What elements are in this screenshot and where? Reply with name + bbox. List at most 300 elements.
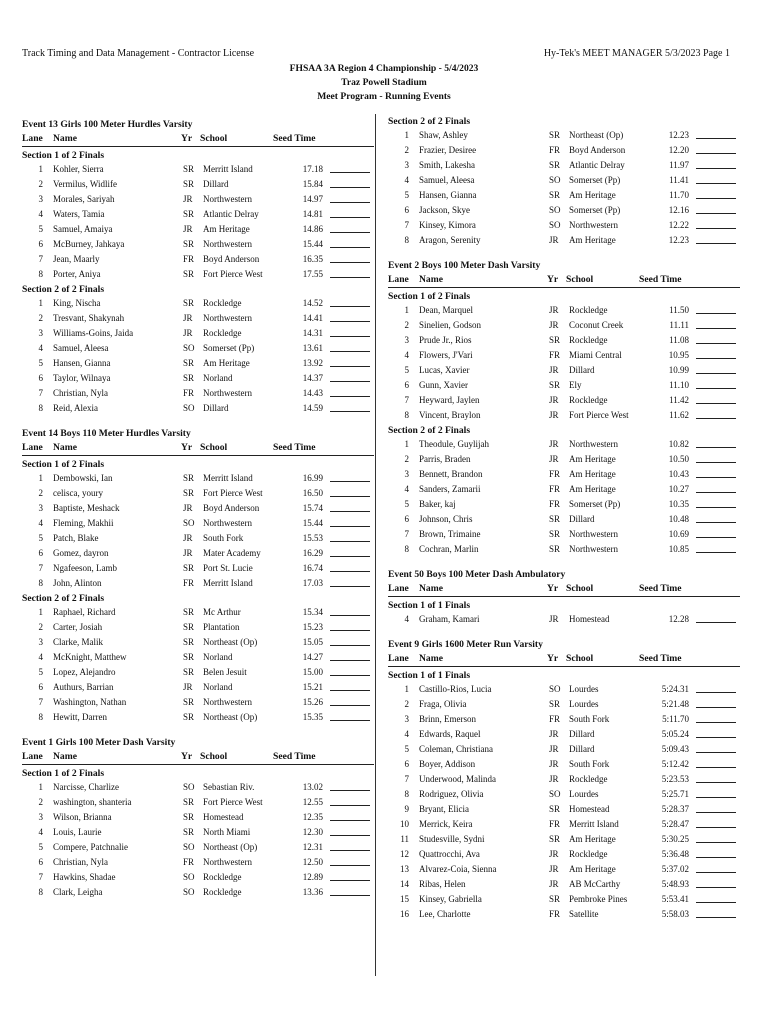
athlete-name: Louis, Laurie xyxy=(53,827,102,837)
lane-number: 16 xyxy=(400,909,409,919)
athlete-name: John, Alinton xyxy=(53,578,102,588)
seed-time: 14.59 xyxy=(302,403,323,413)
lane-number: 7 xyxy=(38,872,43,882)
section-label: Section 2 of 2 Finals xyxy=(388,116,471,127)
lane-number: 1 xyxy=(404,305,409,315)
athlete-year: FR xyxy=(549,714,561,724)
result-blank-line xyxy=(330,267,370,278)
athlete-year: SR xyxy=(183,164,195,174)
result-blank-line xyxy=(696,847,736,858)
name-header: Name xyxy=(53,751,77,762)
header-right: Hy-Tek's MEET MANAGER 5/3/2023 Page 1 xyxy=(543,48,730,59)
section-label: Section 2 of 2 Finals xyxy=(22,284,105,295)
school-name: Norland xyxy=(203,373,233,383)
lane-number: 8 xyxy=(38,403,43,413)
lane-header: Lane xyxy=(22,133,43,144)
athlete-name: Gunn, Xavier xyxy=(419,380,468,390)
entry-row xyxy=(388,158,740,173)
school-name: Am Heritage xyxy=(203,224,250,234)
result-blank-line xyxy=(696,233,736,244)
seed-time: 10.50 xyxy=(668,454,689,464)
result-blank-line xyxy=(330,356,370,367)
athlete-year: SO xyxy=(183,842,195,852)
entry-row xyxy=(22,192,374,207)
entry-row xyxy=(22,870,374,885)
entry-row xyxy=(388,802,740,817)
result-blank-line xyxy=(696,452,736,463)
seed-time: 15.53 xyxy=(302,533,323,543)
result-blank-line xyxy=(696,697,736,708)
lane-number: 8 xyxy=(404,544,409,554)
athlete-year: SR xyxy=(183,667,195,677)
athlete-year: SR xyxy=(549,380,561,390)
seed-time: 15.23 xyxy=(302,622,323,632)
seed-time: 15.34 xyxy=(302,607,323,617)
year-header: Yr xyxy=(547,653,559,664)
lane-number: 6 xyxy=(38,857,43,867)
seed-time: 17.03 xyxy=(302,578,323,588)
school-header: School xyxy=(566,274,594,285)
result-blank-line xyxy=(330,795,370,806)
lane-number: 1 xyxy=(38,782,43,792)
athlete-year: SO xyxy=(183,887,195,897)
athlete-name: Samuel, Aleesa xyxy=(419,175,475,185)
lane-number: 3 xyxy=(404,335,409,345)
school-name: Norland xyxy=(203,682,233,692)
school-header: School xyxy=(566,583,594,594)
athlete-name: Shaw, Ashley xyxy=(419,130,468,140)
entry-row xyxy=(388,393,740,408)
athlete-name: Samuel, Amaiya xyxy=(53,224,113,234)
seed-time: 5:28.37 xyxy=(661,804,689,814)
entry-row xyxy=(22,222,374,237)
seed-time-header: Seed Time xyxy=(273,442,316,453)
seed-time: 12.23 xyxy=(668,130,689,140)
result-blank-line xyxy=(330,885,370,896)
result-blank-line xyxy=(696,712,736,723)
school-name: Plantation xyxy=(203,622,240,632)
school-name: Am Heritage xyxy=(569,834,616,844)
seed-time: 16.29 xyxy=(302,548,323,558)
name-header: Name xyxy=(419,653,443,664)
lane-number: 3 xyxy=(404,714,409,724)
seed-time: 5:30.25 xyxy=(661,834,689,844)
seed-time: 10.82 xyxy=(668,439,689,449)
lane-number: 3 xyxy=(404,160,409,170)
lane-number: 7 xyxy=(404,774,409,784)
school-name: Northwestern xyxy=(203,313,252,323)
event-title: Event 14 Boys 110 Meter Hurdles Varsity xyxy=(22,428,191,439)
seed-time: 11.97 xyxy=(669,160,689,170)
athlete-year: FR xyxy=(549,145,561,155)
lane-header: Lane xyxy=(388,274,409,285)
event-title: Event 9 Girls 1600 Meter Run Varsity xyxy=(388,639,543,650)
entry-row xyxy=(22,576,374,591)
entry-row xyxy=(22,386,374,401)
entry-row xyxy=(388,527,740,542)
seed-time: 5:36.48 xyxy=(661,849,689,859)
lane-number: 7 xyxy=(38,388,43,398)
school-name: Am Heritage xyxy=(203,358,250,368)
athlete-name: Vincent, Braylon xyxy=(419,410,481,420)
seed-time: 15.35 xyxy=(302,712,323,722)
section-title xyxy=(388,114,740,128)
section-label: Section 1 of 2 Finals xyxy=(22,768,105,779)
seed-time: 14.81 xyxy=(302,209,323,219)
lane-number: 3 xyxy=(38,812,43,822)
seed-time: 15.26 xyxy=(302,697,323,707)
athlete-name: Castillo-Rios, Lucia xyxy=(419,684,492,694)
school-name: South Fork xyxy=(569,759,610,769)
entry-row xyxy=(388,437,740,452)
entry-row xyxy=(388,467,740,482)
athlete-name: Christian, Nyla xyxy=(53,857,108,867)
result-blank-line xyxy=(330,311,370,322)
athlete-name: Christian, Nyla xyxy=(53,388,108,398)
entry-row xyxy=(388,497,740,512)
result-blank-line xyxy=(330,386,370,397)
event-title: Event 2 Boys 100 Meter Dash Varsity xyxy=(388,260,541,271)
seed-time: 5:25.71 xyxy=(661,789,689,799)
entry-row xyxy=(388,742,740,757)
lane-number: 1 xyxy=(38,473,43,483)
result-blank-line xyxy=(330,855,370,866)
result-blank-line xyxy=(330,810,370,821)
result-blank-line xyxy=(696,437,736,448)
result-blank-line xyxy=(696,203,736,214)
seed-time-header: Seed Time xyxy=(273,751,316,762)
result-blank-line xyxy=(330,486,370,497)
result-blank-line xyxy=(696,772,736,783)
athlete-name: celisca, youry xyxy=(53,488,103,498)
school-name: Am Heritage xyxy=(569,190,616,200)
lane-number: 4 xyxy=(404,350,409,360)
entry-row xyxy=(388,233,740,248)
result-blank-line xyxy=(696,173,736,184)
school-name: Northwestern xyxy=(203,518,252,528)
seed-time: 10.85 xyxy=(668,544,689,554)
entry-row xyxy=(388,173,740,188)
entry-row xyxy=(22,252,374,267)
column-header xyxy=(388,652,740,667)
lane-number: 8 xyxy=(404,410,409,420)
name-header: Name xyxy=(53,133,77,144)
school-name: Homestead xyxy=(569,804,610,814)
athlete-year: JR xyxy=(183,313,193,323)
athlete-year: SR xyxy=(183,812,195,822)
seed-time: 13.61 xyxy=(302,343,323,353)
athlete-year: JR xyxy=(183,533,193,543)
entry-row xyxy=(388,318,740,333)
athlete-name: Narcisse, Charlize xyxy=(53,782,119,792)
lane-number: 11 xyxy=(400,834,409,844)
result-blank-line xyxy=(330,680,370,691)
seed-time: 11.11 xyxy=(669,320,689,330)
seed-time: 14.27 xyxy=(302,652,323,662)
result-blank-line xyxy=(696,497,736,508)
athlete-name: Porter, Aniya xyxy=(53,269,101,279)
school-name: Dillard xyxy=(569,744,595,754)
seed-time: 11.08 xyxy=(669,335,689,345)
seed-time: 17.18 xyxy=(302,164,323,174)
event-block xyxy=(388,114,740,248)
result-blank-line xyxy=(330,222,370,233)
athlete-year: JR xyxy=(549,774,559,784)
lane-header: Lane xyxy=(388,653,409,664)
school-name: Merritt Island xyxy=(203,578,253,588)
school-name: Somerset (Pp) xyxy=(569,499,621,509)
athlete-name: Reid, Alexia xyxy=(53,403,98,413)
athlete-year: SR xyxy=(183,373,195,383)
school-header: School xyxy=(200,751,228,762)
lane-header: Lane xyxy=(388,583,409,594)
athlete-name: King, Nischa xyxy=(53,298,101,308)
section-label: Section 1 of 1 Finals xyxy=(388,600,471,611)
result-blank-line xyxy=(330,561,370,572)
result-blank-line xyxy=(696,802,736,813)
entry-row xyxy=(388,817,740,832)
athlete-year: SR xyxy=(549,544,561,554)
athlete-name: Quattrocchi, Ava xyxy=(419,849,480,859)
athlete-name: Baker, kaj xyxy=(419,499,456,509)
athlete-name: Flowers, J'Vari xyxy=(419,350,473,360)
athlete-name: Lucas, Xavier xyxy=(419,365,470,375)
result-blank-line xyxy=(330,546,370,557)
school-name: Fort Pierce West xyxy=(203,488,263,498)
result-blank-line xyxy=(696,467,736,478)
result-blank-line xyxy=(330,252,370,263)
result-blank-line xyxy=(696,128,736,139)
athlete-year: JR xyxy=(549,759,559,769)
seed-time: 12.31 xyxy=(302,842,323,852)
athlete-year: SR xyxy=(183,563,195,573)
seed-time: 15.00 xyxy=(302,667,323,677)
athlete-name: Lopez, Alejandro xyxy=(53,667,116,677)
seed-time: 11.41 xyxy=(669,175,689,185)
athlete-name: Wilson, Brianna xyxy=(53,812,112,822)
athlete-year: SO xyxy=(549,789,561,799)
athlete-name: Clarke, Malik xyxy=(53,637,103,647)
lane-number: 7 xyxy=(38,563,43,573)
result-blank-line xyxy=(696,877,736,888)
athlete-year: JR xyxy=(549,320,559,330)
athlete-year: JR xyxy=(549,729,559,739)
result-blank-line xyxy=(330,207,370,218)
athlete-year: JR xyxy=(549,235,559,245)
entry-row xyxy=(22,162,374,177)
athlete-name: Dembowski, Ian xyxy=(53,473,113,483)
athlete-year: SR xyxy=(183,209,195,219)
school-name: Boyd Anderson xyxy=(203,254,260,264)
athlete-name: Parris, Braden xyxy=(419,454,471,464)
lane-number: 6 xyxy=(404,205,409,215)
school-name: Ely xyxy=(569,380,582,390)
seed-time: 5:28.47 xyxy=(661,819,689,829)
entry-row xyxy=(388,512,740,527)
school-name: North Miami xyxy=(203,827,251,837)
school-name: Northeast (Op) xyxy=(569,130,624,140)
athlete-name: Ribas, Helen xyxy=(419,879,466,889)
entry-row xyxy=(22,356,374,371)
lane-number: 13 xyxy=(400,864,409,874)
athlete-year: SR xyxy=(549,804,561,814)
school-name: Boyd Anderson xyxy=(569,145,626,155)
seed-time: 13.02 xyxy=(302,782,323,792)
program-title: Meet Program - Running Events xyxy=(317,91,451,102)
section-label: Section 2 of 2 Finals xyxy=(388,425,471,436)
result-blank-line xyxy=(330,326,370,337)
school-header: School xyxy=(200,442,228,453)
lane-number: 6 xyxy=(38,239,43,249)
school-name: Northwestern xyxy=(203,697,252,707)
athlete-name: Authurs, Barrian xyxy=(53,682,114,692)
athlete-year: FR xyxy=(549,484,561,494)
seed-time: 12.20 xyxy=(668,145,689,155)
athlete-name: Hansen, Gianna xyxy=(53,358,111,368)
entry-row xyxy=(22,795,374,810)
entry-row xyxy=(22,885,374,900)
athlete-year: SO xyxy=(183,518,195,528)
entry-row xyxy=(22,401,374,416)
lane-number: 7 xyxy=(38,254,43,264)
school-name: Dillard xyxy=(203,179,229,189)
entry-row xyxy=(22,546,374,561)
athlete-year: SR xyxy=(549,514,561,524)
seed-time: 11.62 xyxy=(669,410,689,420)
lane-number: 8 xyxy=(38,712,43,722)
athlete-year: FR xyxy=(549,819,561,829)
school-name: Dillard xyxy=(569,365,595,375)
athlete-year: FR xyxy=(183,254,195,264)
entry-row xyxy=(22,635,374,650)
name-header: Name xyxy=(53,442,77,453)
result-blank-line xyxy=(330,371,370,382)
lane-number: 8 xyxy=(404,789,409,799)
entry-row xyxy=(388,378,740,393)
entry-row xyxy=(388,333,740,348)
athlete-name: Raphael, Richard xyxy=(53,607,116,617)
athlete-name: Alvarez-Coia, Sienna xyxy=(419,864,497,874)
lane-number: 5 xyxy=(404,744,409,754)
lane-number: 8 xyxy=(38,887,43,897)
athlete-year: JR xyxy=(549,744,559,754)
seed-time: 11.10 xyxy=(669,380,689,390)
entry-row xyxy=(22,561,374,576)
entry-row xyxy=(22,780,374,795)
athlete-year: SR xyxy=(183,697,195,707)
school-name: Northeast (Op) xyxy=(203,637,258,647)
entry-row xyxy=(388,697,740,712)
athlete-name: Compere, Patchnalie xyxy=(53,842,128,852)
section-title xyxy=(388,289,740,303)
school-name: AB McCarthy xyxy=(569,879,621,889)
result-blank-line xyxy=(330,177,370,188)
seed-time: 5:09.43 xyxy=(661,744,689,754)
school-name: Satellite xyxy=(569,909,599,919)
athlete-name: Carter, Josiah xyxy=(53,622,103,632)
athlete-name: Hawkins, Shadae xyxy=(53,872,116,882)
athlete-name: Smith, Lakesha xyxy=(419,160,475,170)
result-blank-line xyxy=(696,318,736,329)
athlete-name: Waters, Tamia xyxy=(53,209,105,219)
seed-time-header: Seed Time xyxy=(639,274,682,285)
result-blank-line xyxy=(696,333,736,344)
result-blank-line xyxy=(330,620,370,631)
school-name: Fort Pierce West xyxy=(569,410,629,420)
school-name: Dillard xyxy=(569,514,595,524)
entry-row xyxy=(22,620,374,635)
lane-number: 5 xyxy=(38,842,43,852)
lane-number: 3 xyxy=(38,637,43,647)
athlete-name: Vermilus, Widlife xyxy=(53,179,117,189)
result-blank-line xyxy=(330,780,370,791)
result-blank-line xyxy=(696,158,736,169)
lane-number: 2 xyxy=(404,454,409,464)
athlete-name: Rodriguez, Olivia xyxy=(419,789,484,799)
athlete-name: Theodule, Guylijah xyxy=(419,439,489,449)
athlete-name: Bennett, Brandon xyxy=(419,469,483,479)
school-name: Rockledge xyxy=(203,887,242,897)
lane-number: 2 xyxy=(404,699,409,709)
seed-time: 5:48.93 xyxy=(661,879,689,889)
seed-time: 5:58.03 xyxy=(661,909,689,919)
seed-time: 5:11.70 xyxy=(662,714,689,724)
entry-row xyxy=(388,907,740,922)
column-divider xyxy=(375,114,376,976)
athlete-name: Tresvant, Shakynah xyxy=(53,313,125,323)
lane-number: 8 xyxy=(404,235,409,245)
entry-row xyxy=(388,452,740,467)
athlete-year: JR xyxy=(549,395,559,405)
lane-number: 5 xyxy=(38,667,43,677)
result-blank-line xyxy=(330,296,370,307)
athlete-name: Taylor, Wilnaya xyxy=(53,373,111,383)
athlete-year: SO xyxy=(183,343,195,353)
entry-row xyxy=(388,203,740,218)
result-blank-line xyxy=(696,348,736,359)
lane-number: 4 xyxy=(38,827,43,837)
seed-time: 10.48 xyxy=(668,514,689,524)
seed-time: 15.44 xyxy=(302,518,323,528)
event-title: Event 1 Girls 100 Meter Dash Varsity xyxy=(22,737,176,748)
school-name: Northwestern xyxy=(569,544,618,554)
athlete-name: Bryant, Elicia xyxy=(419,804,469,814)
lane-number: 5 xyxy=(404,499,409,509)
athlete-name: Boyer, Addison xyxy=(419,759,476,769)
athlete-year: SO xyxy=(549,684,561,694)
athlete-year: JR xyxy=(549,849,559,859)
athlete-year: SR xyxy=(549,529,561,539)
school-name: Am Heritage xyxy=(569,454,616,464)
result-blank-line xyxy=(330,695,370,706)
lane-number: 5 xyxy=(404,365,409,375)
entry-row xyxy=(388,892,740,907)
entry-row xyxy=(388,348,740,363)
lane-number: 4 xyxy=(404,729,409,739)
year-header: Yr xyxy=(547,583,559,594)
school-name: Pembroke Pines xyxy=(569,894,628,904)
section-label: Section 2 of 2 Finals xyxy=(22,593,105,604)
lane-number: 2 xyxy=(38,797,43,807)
athlete-name: Heyward, Jaylen xyxy=(419,395,480,405)
lane-number: 7 xyxy=(404,529,409,539)
result-blank-line xyxy=(330,825,370,836)
school-name: Belen Jesuit xyxy=(203,667,247,677)
result-blank-line xyxy=(696,512,736,523)
athlete-year: SR xyxy=(183,797,195,807)
athlete-year: SR xyxy=(183,652,195,662)
athlete-name: Sanders, Zamarii xyxy=(419,484,481,494)
